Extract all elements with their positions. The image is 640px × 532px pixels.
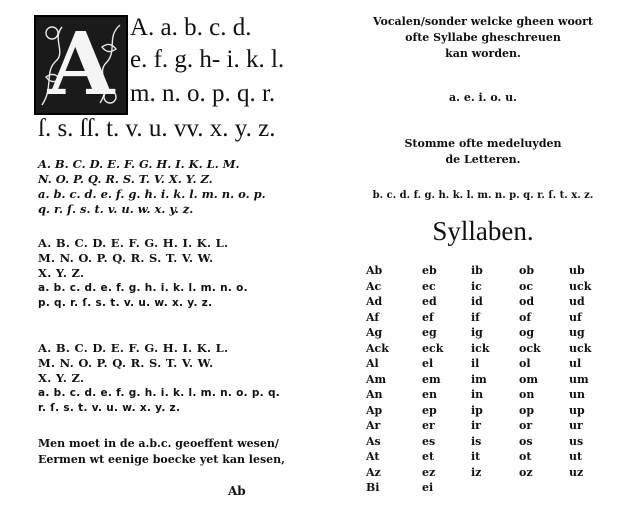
syllable-cell: in [471, 388, 484, 401]
motto-line: Men moet in de a.b.c. geoeffent wesen/ [38, 437, 279, 450]
syllable-cell: id [471, 295, 483, 308]
roman-line-4: ſ. s. ſſ. t. v. u. vv. x. y. z. [38, 115, 276, 142]
alphabet-line: A. B. C. D. E. F. G. H. I. K. L. [38, 236, 229, 250]
syllable-cell: ug [569, 326, 585, 339]
roman-line-2: e. f. g. h- i. k. l. [130, 46, 285, 73]
alphabet-line: p. q. r. ſ. s. t. v. u. w. x. y. z. [38, 297, 213, 309]
vowels-list: a. e. i. o. u. [449, 91, 517, 104]
syllable-cell: eck [422, 341, 444, 355]
alphabet-line: M. N. O. P. Q. R. S. T. V. W. [38, 356, 214, 370]
syllable-cell: eg [422, 326, 437, 339]
syllable-cell: ed [422, 295, 437, 308]
syllable-cell: uz [569, 465, 584, 479]
alphabet-line: r. ſ. s. t. v. u. w. x. y. z. [38, 402, 181, 414]
syllable-cell: ur [569, 419, 583, 432]
syllable-cell: Al [366, 357, 379, 370]
roman-line-3: m. n. o. p. q. r. [130, 80, 276, 107]
right-page [326, 0, 640, 532]
syllable-cell: er [422, 419, 435, 432]
syllable-cell: un [569, 388, 585, 401]
syllable-cell: Ad [366, 295, 383, 308]
syllable-cell: uck [569, 341, 592, 355]
syllable-cell: om [519, 372, 538, 386]
syllables-title: Syllaben. [432, 216, 534, 246]
syllable-cell: Ab [366, 264, 383, 277]
heading-line: kan worden. [445, 47, 521, 60]
alphabet-line: a. b. c. d. e. f. g. h. i. k. l. m. n. o. p. q. [38, 387, 281, 399]
syllable-cell: ick [471, 341, 490, 355]
syllable-cell: uf [569, 310, 582, 324]
syllable-cell: is [471, 434, 482, 448]
syllable-cell: on [519, 388, 535, 401]
syllable-cell: Ap [366, 403, 383, 417]
heading-line: ofte Syllabe gheschreuen [405, 31, 561, 44]
syllable-cell: Ac [366, 279, 382, 293]
syllable-cell: et [422, 450, 435, 463]
syllable-cell: ec [422, 279, 436, 293]
syllable-cell: ic [471, 279, 482, 293]
syllable-cell: ul [569, 357, 582, 370]
syllable-cell: As [366, 434, 381, 448]
civilite-alphabet [38, 341, 288, 416]
syllable-cell: ol [519, 357, 531, 370]
consonants-heading [326, 136, 640, 168]
alphabet-line: M. N. O. P. Q. R. S. T. V. W. [38, 251, 214, 265]
roman-line-1: A. a. b. c. d. [130, 14, 252, 41]
syllable-cell: Bi [366, 481, 380, 494]
alphabet-line: N. O. P. Q. R. S. T. V. X. Y. Z. [38, 172, 213, 186]
syllable-cell: An [366, 388, 383, 401]
syllable-cell: en [422, 388, 437, 401]
syllable-cell: em [422, 372, 441, 386]
syllable-cell: Ack [366, 341, 389, 355]
catchword: Ab [228, 484, 246, 498]
syllable-cell: ot [519, 450, 532, 463]
syllable-cell: ig [471, 326, 483, 339]
alphabet-line: a. b. c. d. e. f. g. h. i. k. l. m. n. o. [38, 282, 248, 294]
alphabet-line: A. B. C. D. E. F. G. H. I. K. L. [38, 341, 229, 355]
syllable-cell: oz [519, 465, 533, 479]
syllable-cell: el [422, 357, 434, 370]
syllable-cell: ut [569, 450, 583, 463]
syllable-cell: if [471, 310, 480, 324]
syllable-cell: Ag [366, 326, 383, 339]
alphabet-line: X. Y. Z. [38, 266, 85, 280]
syllable-cell: uck [569, 279, 592, 293]
blackletter-alphabet [38, 236, 288, 311]
syllable-cell: ef [422, 310, 434, 324]
syllable-cell: ip [471, 403, 483, 417]
syllable-cell: im [471, 372, 487, 386]
syllable-cell: ub [569, 264, 585, 277]
decorated-initial [34, 15, 128, 115]
syllable-cell: or [519, 419, 533, 432]
initial-letter: A [47, 14, 115, 115]
syllable-cell: Az [366, 465, 381, 479]
syllable-cell: ib [471, 264, 483, 277]
syllable-cell: Af [366, 310, 380, 324]
italic-alphabet [38, 157, 288, 217]
syllable-cell: op [519, 403, 535, 417]
consonants-list: b. c. d. f. g. h. k. l. m. n. p. q. r. ſ. t. x. z. [372, 190, 594, 201]
syllable-cell: it [471, 450, 481, 463]
alphabet-line: A. B. C. D. E. F. G. H. I. K. L. M. [38, 157, 240, 171]
syllable-cell: At [366, 450, 380, 463]
syllable-cell: od [519, 295, 535, 308]
syllable-cell: ob [519, 264, 535, 277]
syllable-cell: up [569, 403, 585, 417]
syllable-cell: ock [519, 341, 541, 355]
syllable-cell: ir [471, 419, 481, 432]
motto [38, 436, 285, 468]
syllable-cell: og [519, 326, 535, 339]
syllable-cell: ez [422, 465, 436, 479]
motto-line: Eermen wt eenige boecke yet kan lesen, [38, 453, 285, 466]
syllable-cell: ud [569, 295, 585, 308]
heading-line: Vocalen/sonder welcke gheen woort [372, 15, 594, 28]
syllable-cell: es [422, 434, 436, 448]
syllable-cell: ep [422, 403, 437, 417]
syllable-cell: us [569, 434, 584, 448]
syllable-cell: of [519, 310, 532, 324]
syllable-cell: os [519, 434, 533, 448]
syllable-cell: um [569, 372, 589, 386]
syllable-cell: il [471, 357, 480, 370]
syllable-cell: iz [471, 465, 482, 479]
syllable-cell: ei [422, 481, 434, 494]
alphabet-line: X. Y. Z. [38, 371, 85, 385]
vowels-heading [326, 14, 640, 62]
syllable-cell: oc [519, 279, 534, 293]
syllable-cell: eb [422, 264, 437, 277]
syllable-cell: Am [366, 372, 387, 386]
alphabet-line: q. r. ſ. s. t. v. u. w. x. y. z. [38, 202, 194, 216]
heading-line: de Letteren. [445, 153, 521, 166]
heading-line: Stomme ofte medeluyden [404, 137, 562, 150]
alphabet-line: a. b. c. d. e. f. g. h. i. k. l. m. n. o. p. [38, 187, 266, 201]
syllable-cell: Ar [366, 419, 381, 432]
